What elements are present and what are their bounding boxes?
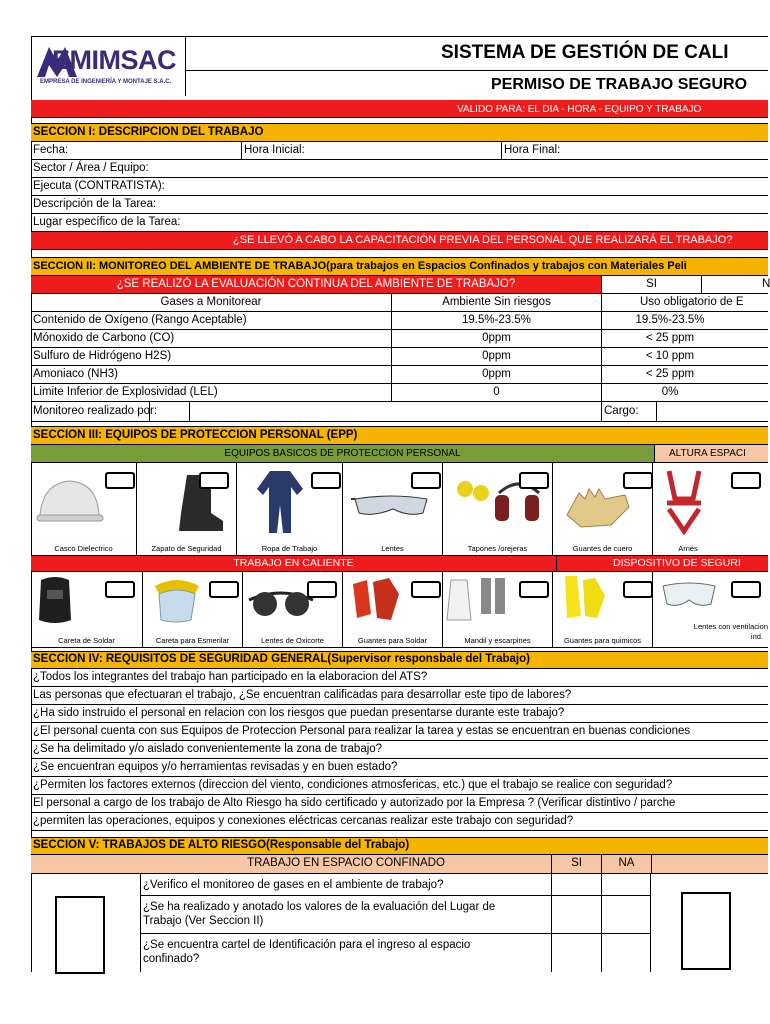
- confined-question-line1: ¿Se ha realizado y anotado los valores de la evaluación del Lugar de: [143, 901, 496, 913]
- confined-question-line2: confinado?: [143, 953, 200, 965]
- gas-name: Amoniaco (NH3): [33, 367, 118, 380]
- gas-safe-value: 0ppm: [391, 366, 601, 383]
- confined-signature-box-right[interactable]: [681, 892, 731, 970]
- section5-heading-text: SECCION V: TRABAJOS DE ALTO RIESGO: [33, 839, 267, 852]
- welding-glove-icon: [349, 574, 409, 624]
- gas-table-header: [31, 294, 768, 312]
- requirement-text: ¿Se ha delimitado y/o aislado convenientemente la zona de trabajo?: [33, 742, 383, 755]
- document-title: SISTEMA DE GESTIÓN DE CALI: [441, 42, 729, 63]
- epp-checkbox[interactable]: [209, 581, 239, 598]
- requirement-row: [31, 795, 768, 813]
- cargo-field[interactable]: [656, 402, 768, 421]
- hora-inicial-label: Hora Inicial:: [241, 142, 501, 159]
- epp-label: Tapones /orejeras: [467, 543, 528, 553]
- monitor-by-label: Monitoreo realizado por:: [33, 404, 158, 417]
- epp-label: Zapato de Seguridad: [151, 543, 222, 553]
- epp-checkbox[interactable]: [731, 472, 761, 489]
- epp-label: Guantes para quimicos: [563, 635, 642, 645]
- epp-basic-row: [31, 463, 768, 556]
- si-answer-cell[interactable]: [551, 934, 601, 972]
- na-answer-cell[interactable]: [601, 896, 651, 934]
- descripcion-row: [31, 196, 768, 214]
- date-time-row: [31, 142, 768, 160]
- hora-final-label: Hora Final:: [501, 142, 768, 159]
- epp-item: [143, 572, 243, 647]
- capacitacion-question: ¿SE LLEVÓ A CABO LA CAPACITACIÓN PREVIA DEL PERSONAL QUE REALIZARÁ EL TRABAJO?: [233, 234, 733, 246]
- epp-item: [243, 572, 343, 647]
- section3-heading: [31, 426, 768, 445]
- gas-name: Limite Inferior de Explosividad (LEL): [33, 385, 218, 398]
- gas-row: [31, 312, 768, 330]
- epp-label: Lentes: [381, 543, 404, 553]
- epp-checkbox[interactable]: [105, 472, 135, 489]
- safe-column-header: Ambiente Sin riesgos: [391, 294, 601, 311]
- gas-mandatory-value: 0%: [601, 384, 768, 401]
- si-answer-cell[interactable]: [551, 896, 601, 934]
- monitor-divider: [149, 402, 189, 421]
- section2-heading-text: SECCION II: MONITOREO DEL AMBIENTE DE TRABAJO: [33, 260, 327, 272]
- confined-question-line2: Trabajo (Ver Seccion II): [143, 915, 264, 927]
- si-answer-cell[interactable]: [551, 874, 601, 896]
- epp-checkbox[interactable]: [519, 472, 549, 489]
- gas-name: Contenido de Oxígeno (Rango Aceptable): [33, 313, 247, 326]
- epp-checkbox[interactable]: [411, 581, 441, 598]
- cargo-label: Cargo:: [601, 402, 656, 421]
- na-answer-cell[interactable]: [601, 934, 651, 972]
- epp-item: [137, 463, 237, 555]
- requirement-text: El personal a cargo de los trabajo de Alto Riesgo ha sido certificado y autorizado por la Empresa ? (Verificar distintivo / parche: [33, 796, 676, 809]
- ejecuta-row: [31, 178, 768, 196]
- confined-left-cell: [31, 874, 141, 972]
- logo-text: EMIMSAC: [52, 45, 176, 75]
- epp-label: Careta de Soldar: [58, 635, 115, 645]
- requirement-text: ¿Todos los integrantes del trabajo han participado en la elaboracion del ATS?: [33, 670, 428, 683]
- monitor-row: [31, 402, 768, 422]
- evaluation-question: ¿SE REALIZÓ LA EVALUACIÓN CONTINUA DEL AMBIENTE DE TRABAJO?: [31, 276, 601, 293]
- section1-heading-text: SECCION I: DESCRIPCION DEL TRABAJO: [33, 125, 264, 138]
- sector-label: Sector / Área / Equipo:: [33, 161, 149, 174]
- glasses-icon: [351, 491, 431, 521]
- requirement-row: [31, 723, 768, 741]
- evaluation-no: N: [701, 276, 768, 293]
- coverall-icon: [255, 469, 305, 535]
- epp-hot-bar: [31, 556, 768, 572]
- epp-item: [553, 463, 653, 555]
- ejecuta-label: Ejecuta (CONTRATISTA):: [33, 179, 165, 192]
- device-title: DISPOSITIVO DE SEGURI: [556, 556, 768, 571]
- requirement-text: ¿Permiten los factores externos (direccion del viento, condiciones atmosfericas, etc.) que el trabajo se realice con seguridad?: [33, 778, 673, 791]
- oxycut-goggles-icon: [247, 582, 315, 622]
- na-answer-cell[interactable]: [601, 874, 651, 896]
- confined-question-row: [141, 896, 551, 934]
- confined-na-header: NA: [601, 855, 651, 873]
- basic-epp-title: EQUIPOS BASICOS DE PROTECCION PERSONAL: [31, 445, 654, 462]
- requirement-row: [31, 669, 768, 687]
- height-epp-title: ALTURA ESPACI: [654, 445, 768, 462]
- requirement-row: [31, 687, 768, 705]
- epp-label: Mandil y escarpines: [464, 635, 531, 645]
- section1-heading: [31, 123, 768, 142]
- fecha-label: Fecha:: [33, 143, 69, 156]
- header: [31, 36, 768, 96]
- requirement-text: ¿Ha sido instruido el personal en relacion con los riesgos que puedan presentarse durante este trabajo?: [33, 706, 565, 719]
- epp-label: Guantes de cuero: [572, 543, 633, 553]
- helmet-icon: [35, 475, 105, 530]
- epp-item: [31, 572, 143, 647]
- epp-checkbox[interactable]: [519, 581, 549, 598]
- title-divider: [185, 70, 768, 71]
- confined-question-line1: ¿Se encuentra cartel de Identificación para el ingreso al espacio: [143, 939, 471, 951]
- section4-heading: [31, 651, 768, 669]
- epp-label-line2: ind.: [750, 632, 763, 641]
- requirement-row: [31, 813, 768, 831]
- epp-item: [653, 463, 768, 555]
- gas-name: Mónoxido de Carbono (CO): [33, 331, 175, 344]
- face-shield-icon: [147, 574, 207, 624]
- requirement-text: ¿El personal cuenta con sus Equipos de Proteccion Personal para realizar la tarea y estas se encuentran en buenas condiciones: [33, 724, 691, 737]
- company-logo: [32, 37, 186, 96]
- epp-basic-bar: [31, 445, 768, 463]
- epp-label: Arnés: [678, 543, 698, 553]
- epp-checkbox[interactable]: [105, 581, 135, 598]
- gas-row: [31, 366, 768, 384]
- requirement-text: ¿permiten las operaciones, equipos y conexiones eléctricas cercanas realizar este trabajo con seguridad?: [33, 814, 574, 827]
- epp-checkbox[interactable]: [307, 581, 337, 598]
- gas-column-header: Gases a Monitorear: [160, 295, 262, 308]
- hot-work-title: TRABAJO EN CALIENTE: [31, 556, 556, 571]
- requirement-row: [31, 705, 768, 723]
- epp-item: [443, 463, 553, 555]
- descripcion-label: Descripción de la Tarea:: [33, 197, 157, 210]
- epp-label: Ropa de Trabajo: [261, 543, 318, 553]
- epp-label: Casco Dielectrico: [54, 543, 113, 553]
- confined-title: TRABAJO EN ESPACIO CONFINADO: [247, 857, 445, 870]
- section5-heading: [31, 837, 768, 855]
- confined-question-row: [141, 934, 551, 972]
- section2-heading: [31, 257, 768, 276]
- validity-text: VALIDO PARA: EL DIA - HORA - EQUIPO Y TRABAJO: [457, 104, 702, 115]
- epp-checkbox[interactable]: [199, 472, 229, 489]
- gas-safe-value: 0: [391, 384, 601, 401]
- welding-mask-icon: [35, 576, 75, 626]
- monitor-by-field[interactable]: [189, 402, 601, 421]
- gas-safe-value: 19.5%-23.5%: [391, 312, 601, 329]
- section4-heading-note: (Supervisor responsbale del Trabajo): [327, 653, 530, 666]
- epp-checkbox[interactable]: [311, 472, 341, 489]
- section4-heading-text: SECCION IV: REQUISITOS DE SEGURIDAD GENERAL: [33, 653, 328, 666]
- requirement-text: ¿Se encuentran equipos y/o herramientas revisadas y en buen estado?: [33, 760, 398, 773]
- gas-mandatory-value: < 10 ppm: [601, 348, 768, 365]
- confined-header-spacer: [651, 855, 768, 873]
- gas-row: [31, 384, 768, 402]
- confined-checklist: [31, 874, 768, 972]
- gas-safe-value: 0ppm: [391, 348, 601, 365]
- section2-heading-note: (para trabajos en Espacios Confinados y trabajos con Materiales Peli: [326, 260, 687, 272]
- gas-name: Sulfuro de Hidrógeno H2S): [33, 349, 172, 362]
- epp-hot-row: [31, 572, 768, 648]
- epp-item: [343, 572, 443, 647]
- section5-heading-note: (Responsable del Trabajo): [266, 839, 410, 852]
- lugar-label: Lugar específico de la Tarea:: [33, 215, 181, 228]
- epp-item: [553, 572, 653, 647]
- epp-checkbox[interactable]: [623, 472, 653, 489]
- logo-subtext: EMPRESA DE INGENIERÍA Y MONTAJE S.A.C.: [40, 79, 172, 85]
- requirement-row: [31, 777, 768, 795]
- document-subtitle: PERMISO DE TRABAJO SEGURO: [491, 76, 748, 93]
- gas-safe-value: 0ppm: [391, 330, 601, 347]
- epp-item: [443, 572, 553, 647]
- gas-mandatory-value: 19.5%-23.5%: [601, 312, 768, 329]
- validity-banner: [31, 100, 768, 118]
- confined-header-row: [31, 855, 768, 874]
- vented-goggles-icon: [659, 580, 719, 610]
- epp-item: [653, 572, 768, 647]
- gas-row: [31, 348, 768, 366]
- gas-mandatory-value: < 25 ppm: [601, 366, 768, 383]
- epp-item: [31, 463, 137, 555]
- epp-checkbox[interactable]: [623, 581, 653, 598]
- sector-row: [31, 160, 768, 178]
- evaluation-si: SI: [601, 276, 701, 293]
- capacitacion-row: [31, 232, 768, 250]
- epp-label: Lentes de Oxicorte: [261, 635, 324, 645]
- chemical-glove-icon: [561, 572, 611, 622]
- section3-heading-text: SECCION III: EQUIPOS DE PROTECCION PERSONAL (EPP): [33, 428, 358, 441]
- epp-label: Guantes para Soldar: [357, 635, 428, 645]
- epp-checkbox[interactable]: [731, 581, 761, 598]
- apron-icon: [447, 574, 517, 624]
- gas-row: [31, 330, 768, 348]
- epp-item: [343, 463, 443, 555]
- requirement-row: [31, 741, 768, 759]
- confined-question-row: ¿Verifico el monitoreo de gases en el ambiente de trabajo?: [141, 874, 551, 896]
- confined-si-header: SI: [551, 855, 601, 873]
- epp-label: Lentes con ventilacion: [693, 622, 768, 631]
- mandatory-column-header: Uso obligatorio de E: [601, 294, 768, 311]
- requirement-text: Las personas que efectuaran el trabajo, ¿Se encuentran calificadas para desarrollar este tipo de labores?: [33, 688, 572, 701]
- requirement-row: [31, 759, 768, 777]
- leather-glove-icon: [563, 485, 633, 530]
- epp-label: Careta para Esmerilar: [155, 635, 230, 645]
- lugar-row: [31, 214, 768, 232]
- gas-mandatory-value: < 25 ppm: [601, 330, 768, 347]
- harness-icon: [661, 469, 707, 535]
- confined-signature-box-left[interactable]: [55, 896, 105, 974]
- evaluation-row: [31, 276, 768, 294]
- epp-checkbox[interactable]: [411, 472, 441, 489]
- epp-item: [237, 463, 343, 555]
